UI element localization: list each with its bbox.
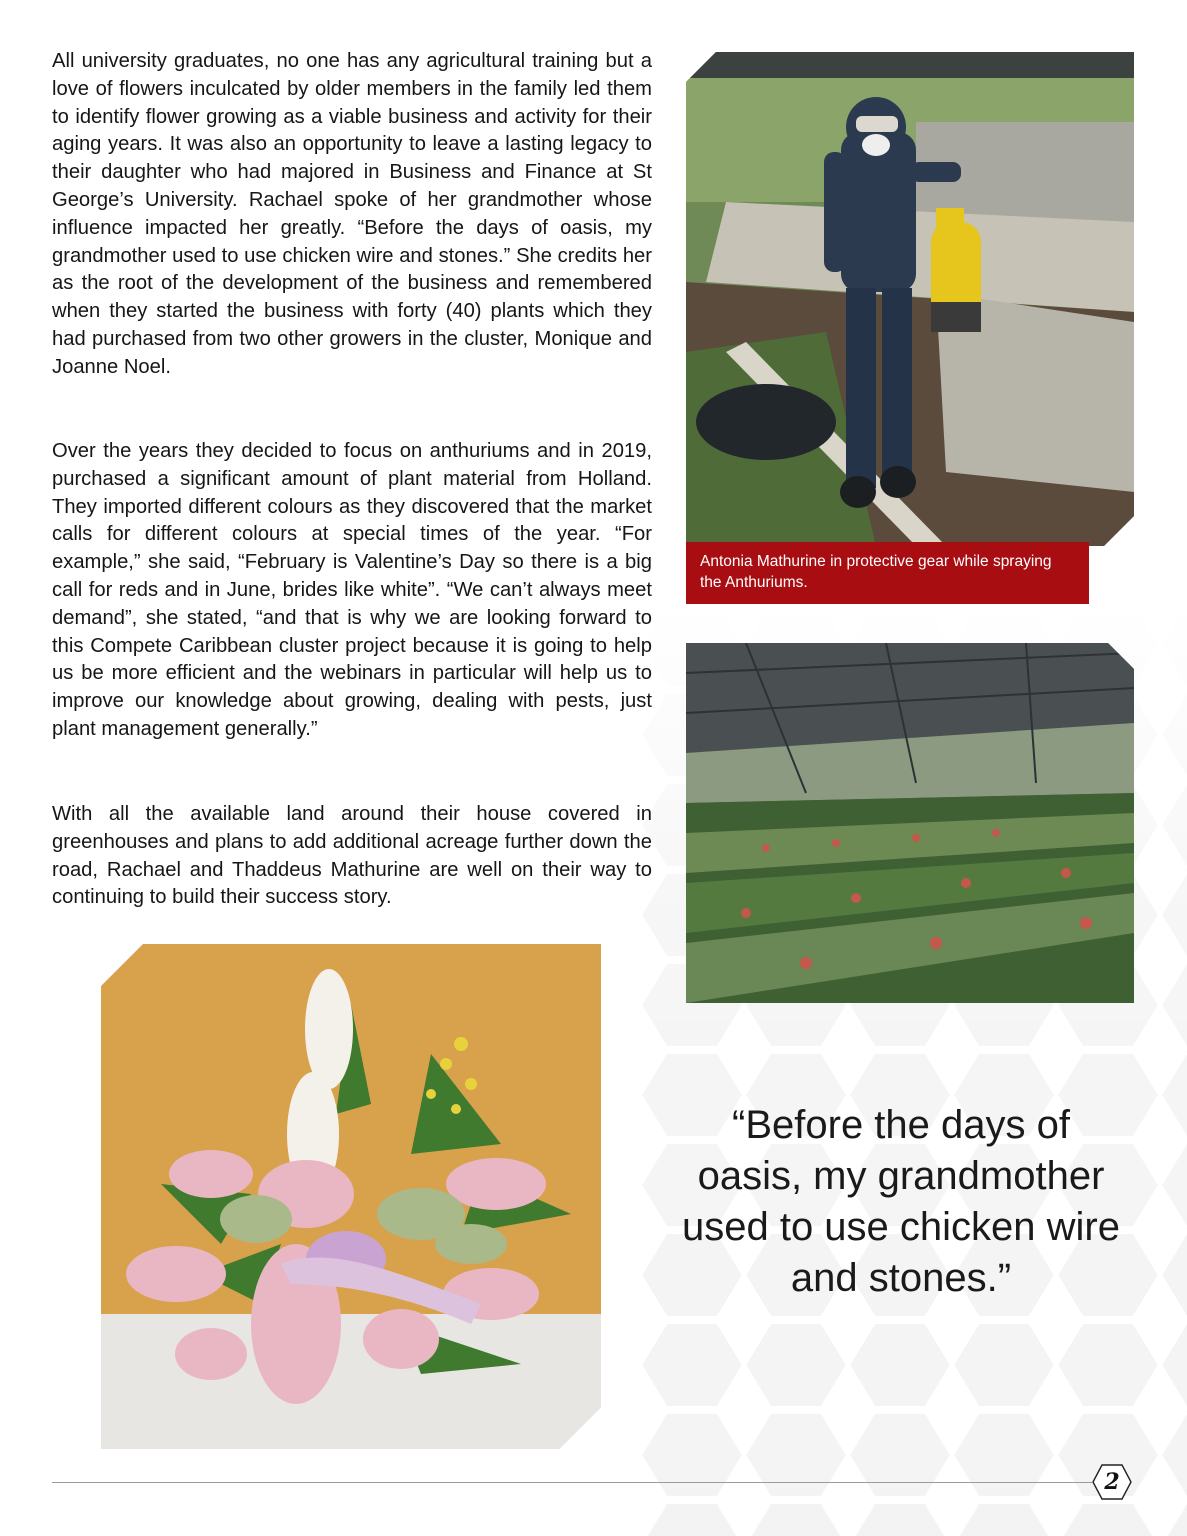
pull-quote: “Before the days of oasis, my grandmother used to use chicken wire and stones.” xyxy=(681,1103,1120,1300)
article-paragraph-3: With all the available land around their house covered in greenhouses and plans to add additional acreage further down the road, Rachael and Thaddeus Mathurine are well on their way to continuing to build their success story. xyxy=(52,803,652,909)
page-number-badge xyxy=(1092,1464,1132,1500)
photo-caption: Antonia Mathurine in protective gear while spraying the Anthuriums. xyxy=(686,542,1089,604)
article-paragraph-1: All university graduates, no one has any agricultural training but a love of flowers inculcated by older members in the family led them to identify flower growing as a viable business and activity for their aging years. It was also an opportunity to leave a lasting legacy to their daughter who had majored in Business and Finance at St George’s University. Rachael spoke of her grandmother whose influence impacted her greatly. “Before the days of oasis, my grandmother used to use chicken wire and stones.” She credits her as the root of the development of the business and remembered when they started the business with forty (40) plants which they had purchased from two other growers in the cluster, Monique and Joanne Noel. xyxy=(52,50,652,378)
page-number: 2 xyxy=(1104,1469,1120,1495)
photo-floral-arrangement xyxy=(101,944,601,1449)
article-paragraph-2: Over the years they decided to focus on anthuriums and in 2019, purchased a significant amount of plant material from Holland. They imported different colours as they discovered that the market calls for different colours at special times of the year. “For example,” she said, “February is Valentine’s Day so there is a big call for reds and in June, brides like white”. “We can’t always meet demand”, she stated, “and that is why we are looking forward to this Compete Caribbean cluster project because it is going to help us be more efficient and the webinars in particular will help us to improve our knowledge about growing, dealing with pests, just plant management generally.” xyxy=(52,440,652,740)
footer-divider xyxy=(52,1482,1092,1483)
photo-anthurium-greenhouse xyxy=(686,643,1134,1003)
photo-worker-spraying-anthuriums xyxy=(686,52,1134,546)
